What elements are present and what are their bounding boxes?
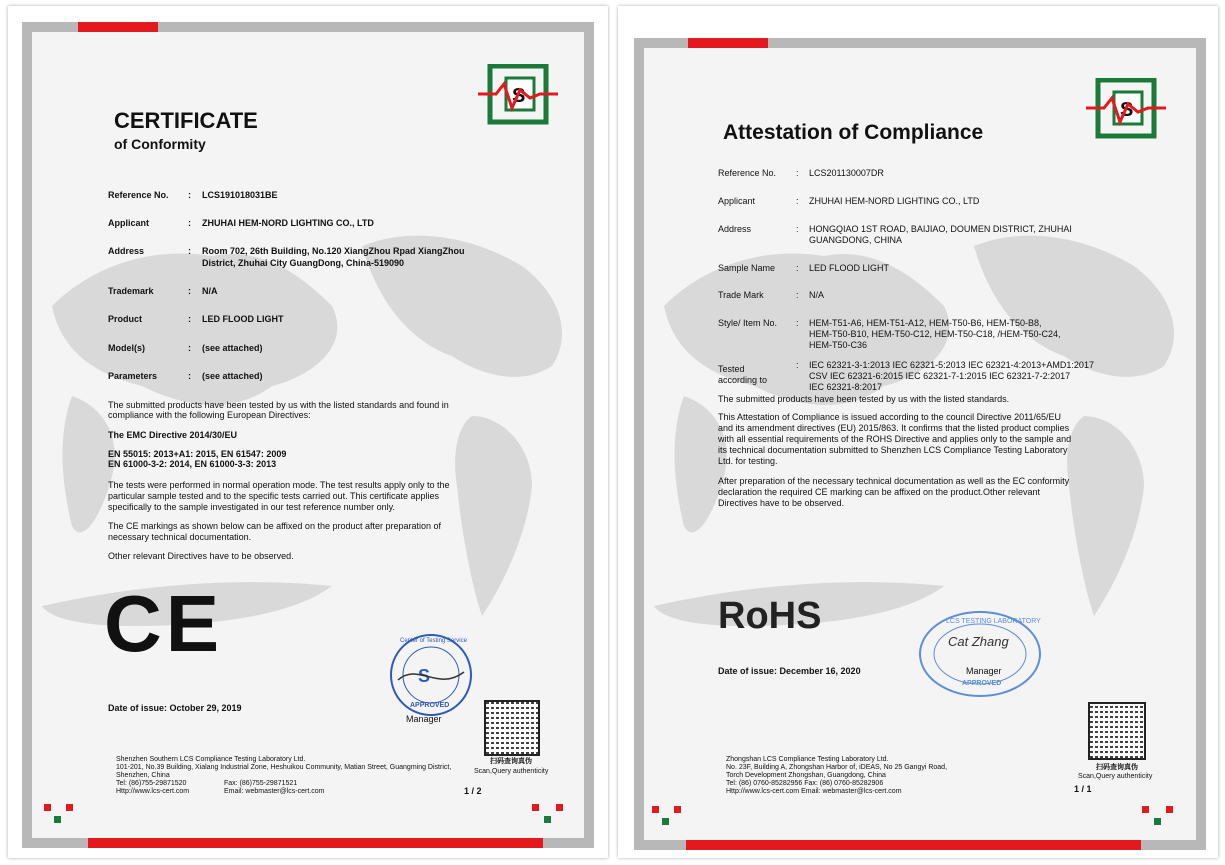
field-label: Tested bbox=[718, 364, 745, 374]
field-label: Reference No. bbox=[718, 168, 777, 178]
field-value: Room 702, 26th Building, No.120 XiangZhou Rpad XiangZhou bbox=[202, 246, 465, 256]
field-value: LED FLOOD LIGHT bbox=[809, 263, 890, 273]
stamp-approved: APPROVED bbox=[962, 680, 1002, 687]
scan-label-cn: 扫码查询真伪 bbox=[1096, 764, 1138, 771]
field-colon: : bbox=[796, 290, 799, 300]
scan-label-cn: 扫码查询真伪 bbox=[490, 758, 532, 765]
field-colon: : bbox=[796, 196, 799, 206]
bottom-red-bar bbox=[686, 840, 1141, 850]
ce-note: declaration the required CE marking can be affixed on the product.Other relevant bbox=[718, 487, 1041, 497]
corner-square bbox=[54, 816, 61, 823]
svg-text:S: S bbox=[512, 85, 526, 107]
lab-name: Shenzhen Southern LCS Compliance Testing Laboratory Ltd. bbox=[116, 756, 306, 763]
stamp-text: Center of Testing Service bbox=[400, 638, 467, 644]
certificate-title: CERTIFICATE bbox=[114, 108, 258, 133]
lab-email[interactable]: Email: webmaster@lcs-cert.com bbox=[224, 788, 325, 795]
corner-square bbox=[44, 804, 51, 811]
ce-note: After preparation of the necessary technical documentation as well as the EC conformity bbox=[718, 476, 1070, 486]
rohs-mark: RoHS bbox=[718, 595, 822, 637]
attestation-note: This Attestation of Compliance is issued according to the council Directive 2011/65/EU bbox=[718, 412, 1062, 422]
field-label: Model(s) bbox=[108, 343, 145, 353]
manager-label: Manager bbox=[406, 714, 442, 724]
field-value: LCS201130007DR bbox=[809, 168, 884, 178]
field-value: N/A bbox=[809, 290, 825, 300]
svg-text:S: S bbox=[418, 666, 431, 686]
field-value: N/A bbox=[202, 286, 218, 296]
field-colon: : bbox=[796, 224, 799, 234]
field-colon: : bbox=[188, 218, 191, 228]
test-note: The tests were performed in normal operation mode. The test results apply only to the bbox=[108, 480, 450, 490]
field-value: LED FLOOD LIGHT bbox=[202, 314, 284, 324]
field-value: HONGQIAO 1ST ROAD, BAIJIAO, DOUMEN DISTRICT, ZHUHAI bbox=[809, 224, 1072, 234]
scan-label-en: Scan,Query authenticity bbox=[1078, 773, 1153, 780]
field-value: HEM-T51-A6, HEM-T51-A12, HEM-T50-B6, HEM-T50-B8, bbox=[809, 318, 1042, 328]
corner-square bbox=[674, 806, 681, 813]
test-note: particular sample tested and to the specific tests carried out. This certificate applies bbox=[108, 491, 439, 501]
intro-text: The submitted products have been tested by us with the listed standards and found in bbox=[108, 400, 449, 410]
field-label: according to bbox=[718, 375, 768, 385]
standards-text: EN 61000-3-2: 2014, EN 61000-3-3: 2013 bbox=[108, 459, 277, 469]
field-label: Trademark bbox=[108, 286, 154, 296]
svg-text:S: S bbox=[1120, 99, 1134, 121]
lab-address: Torch Development Zhongshan, Guangdong, China bbox=[726, 772, 886, 779]
issue-date: Date of issue: December 16, 2020 bbox=[718, 666, 861, 676]
attestation-page-right bbox=[618, 6, 1218, 858]
field-value: ZHUHAI HEM-NORD LIGHTING CO., LTD bbox=[809, 196, 980, 206]
ce-note: necessary technical documentation. bbox=[108, 532, 252, 542]
lab-address: 101-201, No.39 Building, Xialang Industrial Zone, Heshuikou Community, Matian Street, Guangming District, bbox=[116, 764, 452, 771]
lcs-logo bbox=[478, 64, 558, 126]
field-colon: : bbox=[188, 286, 191, 296]
directive-text: The EMC Directive 2014/30/EU bbox=[108, 430, 238, 440]
attestation-note: with all essential requirements of the ROHS Directive and applies only to the sample and bbox=[718, 434, 1072, 444]
test-note: specifically to the sample investigated in our test reference number only. bbox=[108, 502, 395, 512]
field-colon: : bbox=[796, 168, 799, 178]
field-label: Sample Name bbox=[718, 263, 776, 273]
field-colon: : bbox=[188, 343, 191, 353]
field-label: Product bbox=[108, 314, 143, 324]
lab-address: No. 23F, Building A, Zhongshan Harbor of, iDEAS, No 25 Gangyi Road, bbox=[726, 764, 948, 771]
lab-web[interactable]: Http://www.lcs-cert.com bbox=[116, 788, 190, 795]
field-colon: : bbox=[188, 371, 191, 381]
field-colon: : bbox=[188, 246, 191, 256]
certificate-subtitle: of Conformity bbox=[114, 136, 206, 152]
field-label: Applicant bbox=[108, 218, 150, 228]
lab-fax: Fax: (86)755-29871521 bbox=[224, 780, 298, 787]
field-value: IEC 62321-8:2017 bbox=[809, 382, 883, 392]
field-colon: : bbox=[188, 190, 191, 200]
field-label: Applicant bbox=[718, 196, 756, 206]
field-value: LCS191018031BE bbox=[202, 190, 278, 200]
corner-square bbox=[1166, 806, 1173, 813]
bottom-red-bar bbox=[88, 838, 543, 848]
issue-date: Date of issue: October 29, 2019 bbox=[108, 703, 242, 713]
lab-telfax: Tel: (86) 0760-85282956 Fax: (86) 0760-85282906 bbox=[726, 780, 884, 787]
ce-note: Directives have to be observed. bbox=[718, 498, 845, 508]
lab-tel: Tel: (86)755-29871520 bbox=[116, 780, 187, 787]
corner-square bbox=[1154, 818, 1161, 825]
field-label: Parameters bbox=[108, 371, 158, 381]
signature: Cat Zhang bbox=[948, 634, 1009, 649]
field-label: Address bbox=[108, 246, 145, 256]
top-red-bar bbox=[78, 22, 158, 32]
corner-square bbox=[66, 804, 73, 811]
stamp-approved: APPROVED bbox=[410, 702, 450, 709]
certificate-page-left bbox=[8, 6, 608, 858]
stamp-text: LCS TESTING LABORATORY bbox=[946, 618, 1041, 625]
field-value: GUANGDONG, CHINA bbox=[809, 235, 903, 245]
field-value: ZHUHAI HEM-NORD LIGHTING CO., LTD bbox=[202, 218, 374, 228]
ce-note: The CE markings as shown below can be affixed on the product after preparation of bbox=[108, 521, 442, 531]
corner-square bbox=[532, 804, 539, 811]
corner-square bbox=[662, 818, 669, 825]
page-number: 1 / 2 bbox=[464, 786, 482, 796]
lab-name: Zhongshan LCS Compliance Testing Laboratory Ltd. bbox=[726, 756, 889, 763]
field-colon: : bbox=[188, 314, 191, 324]
corner-square bbox=[652, 806, 659, 813]
corner-square bbox=[556, 804, 563, 811]
field-label: Trade Mark bbox=[718, 290, 764, 300]
field-label: Style/ Item No. bbox=[718, 318, 778, 328]
attestation-note: its technical documentation submitted to Shenzhen LCS Compliance Testing Laboratory bbox=[718, 445, 1068, 455]
field-value: IEC 62321-3-1:2013 IEC 62321-5:2013 IEC 62321-4:2013+AMD1:2017 bbox=[809, 360, 1094, 370]
field-value: CSV IEC 62321-6:2015 IEC 62321-7-1:2015 IEC 62321-7-2:2017 bbox=[809, 371, 1071, 381]
standards-text: EN 55015: 2013+A1: 2015, EN 61547: 2009 bbox=[108, 449, 287, 459]
corner-square bbox=[544, 816, 551, 823]
field-colon: : bbox=[796, 263, 799, 273]
manager-label: Manager bbox=[966, 666, 1002, 676]
field-value: District, Zhuhai City GuangDong, China-519090 bbox=[202, 258, 405, 268]
top-red-bar bbox=[688, 38, 768, 48]
field-colon: : bbox=[796, 318, 799, 328]
scan-label-en: Scan,Query authenticity bbox=[474, 768, 549, 775]
attestation-title: Attestation of Compliance bbox=[723, 121, 984, 144]
field-colon: : bbox=[796, 360, 799, 370]
ce-mark: CE bbox=[104, 579, 224, 668]
qr-code[interactable] bbox=[484, 700, 540, 756]
directives-note: Other relevant Directives have to be observed. bbox=[108, 551, 294, 561]
field-value: HEM-T50-B10, HEM-T50-C12, HEM-T50-C18, /HEM-T50-C24, bbox=[809, 329, 1061, 339]
field-value: HEM-T50-C36 bbox=[809, 340, 868, 350]
submitted-note: The submitted products have been tested by us with the listed standards. bbox=[718, 394, 1010, 404]
corner-square bbox=[1142, 806, 1149, 813]
attestation-note: and its amendment directives (EU) 2015/863. It confirms that the listed product complies bbox=[718, 423, 1070, 433]
field-label: Address bbox=[718, 224, 752, 234]
lab-web-email[interactable]: Http://www.lcs-cert.com Email: webmaster@lcs-cert.com bbox=[726, 788, 902, 795]
page-number: 1 / 1 bbox=[1074, 784, 1092, 794]
intro-text: compliance with the following European Directives: bbox=[108, 410, 311, 420]
lab-address: Shenzhen, China bbox=[116, 772, 170, 779]
lcs-logo bbox=[1086, 78, 1166, 140]
attestation-note: Ltd. for testing. bbox=[718, 456, 778, 466]
qr-code[interactable] bbox=[1088, 702, 1146, 760]
field-label: Reference No. bbox=[108, 190, 169, 200]
field-value: (see attached) bbox=[202, 371, 263, 381]
field-value: (see attached) bbox=[202, 343, 263, 353]
